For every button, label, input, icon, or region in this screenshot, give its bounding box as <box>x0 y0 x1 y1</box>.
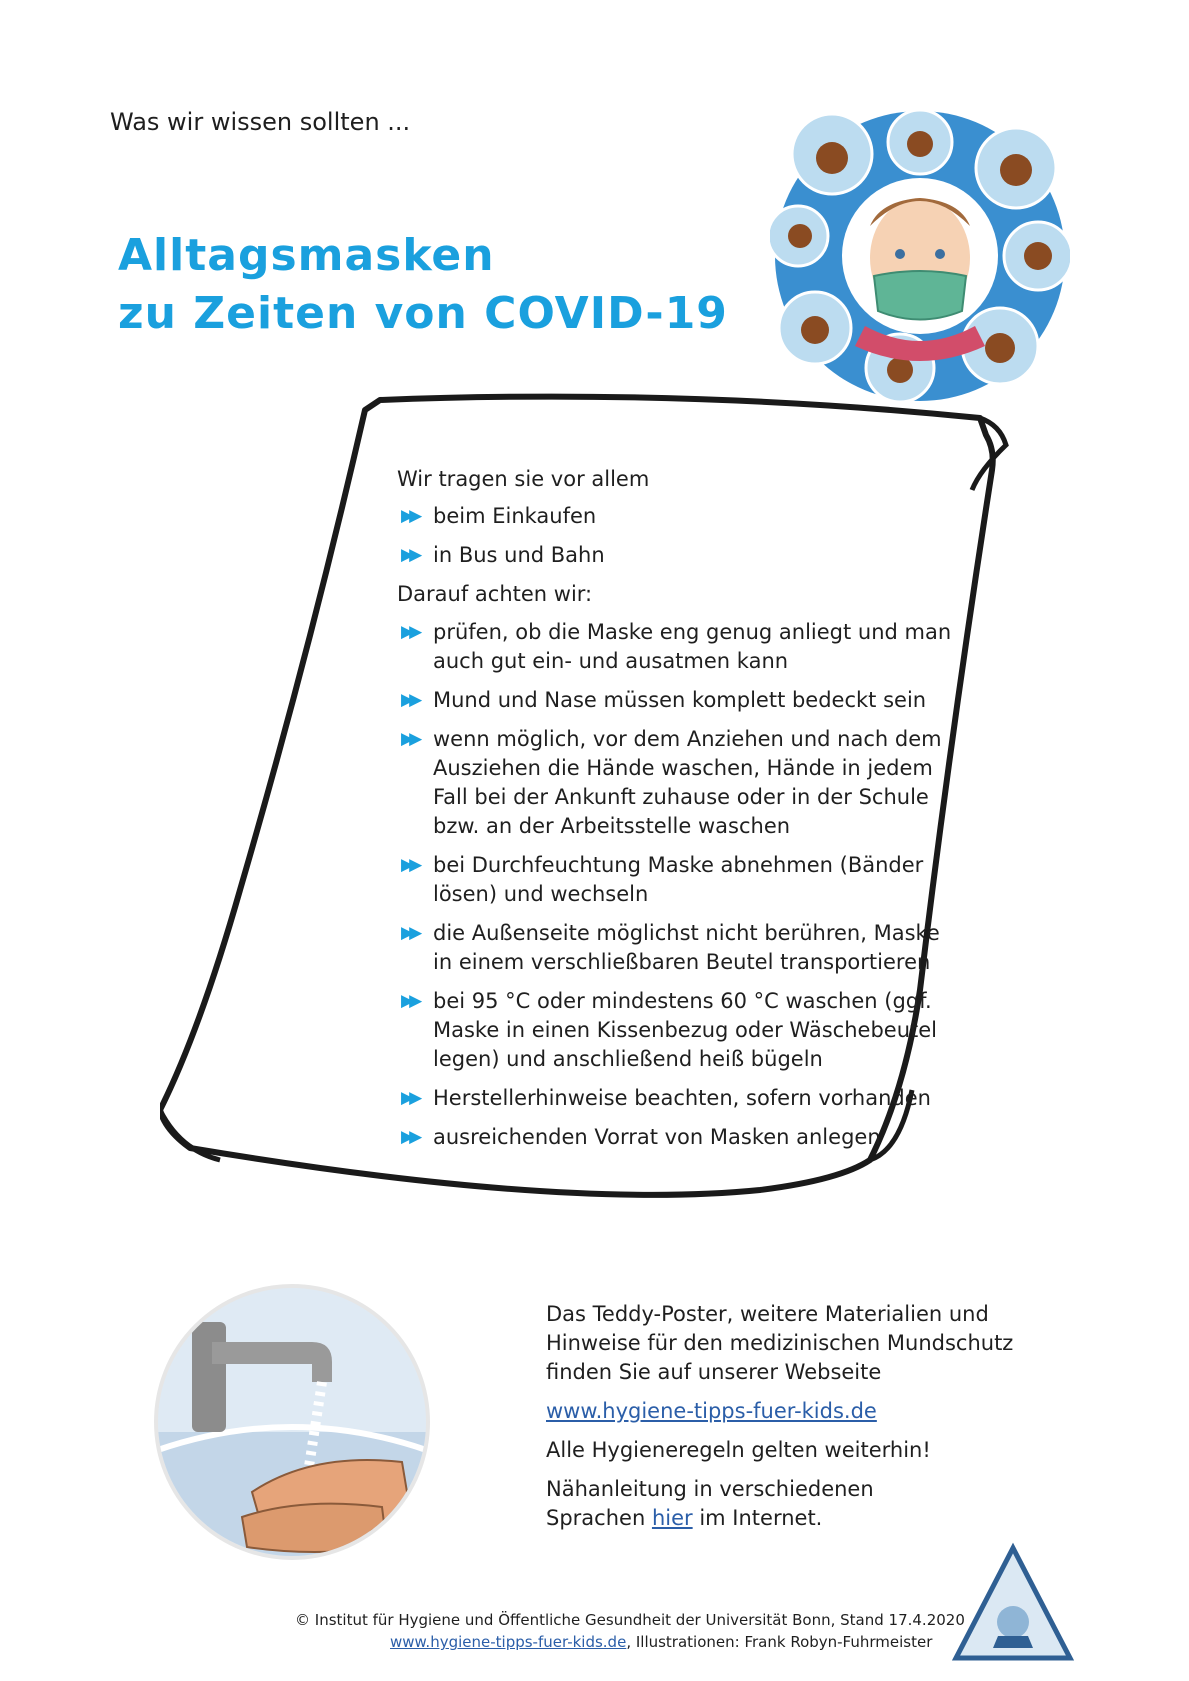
info-paragraph: Das Teddy-Poster, weitere Materialien und Hinweise für den medizinischen Mundschutz finden Sie auf unserer Webseite <box>546 1302 1014 1384</box>
double-chevron-right-icon: ▶▶ <box>401 1088 418 1108</box>
double-chevron-right-icon: ▶▶ <box>401 855 418 875</box>
list-item: ▶▶ wenn möglich, vor dem Anziehen und nach dem Ausziehen die Hände waschen, Hände in jedem Fall bei der Ankunft zuhause oder in der Schule bzw. an der Arbeitsstelle waschen <box>401 727 942 838</box>
list-item: ▶▶ bei Durchfeuchtung Maske abnehmen (Bänder lösen) und wechseln <box>401 853 924 906</box>
page-title-line-1: Alltagsmasken <box>118 230 495 281</box>
paper-intro-2: Darauf achten wir: <box>397 582 593 606</box>
list-item: ▶▶ in Bus und Bahn <box>397 541 937 570</box>
footer-website-link[interactable]: www.hygiene-tipps-fuer-kids.de <box>390 1633 627 1651</box>
double-chevron-right-icon: ▶▶ <box>401 622 418 642</box>
double-chevron-right-icon: ▶▶ <box>401 1127 418 1147</box>
list-item: ▶▶ Mund und Nase müssen komplett bedeckt sein <box>397 686 957 715</box>
double-chevron-right-icon: ▶▶ <box>401 690 418 710</box>
list-item: ▶▶ bei 95 °C oder mindestens 60 °C waschen (ggf. Maske in einen Kissenbezug oder Wäschebeutel legen) und anschließend heiß bügeln <box>401 989 937 1071</box>
double-chevron-right-icon: ▶▶ <box>401 506 418 526</box>
info-box <box>546 1300 1016 1543</box>
info-website-line <box>546 1397 1016 1426</box>
double-chevron-right-icon: ▶▶ <box>401 545 418 565</box>
list-item: ▶▶ prüfen, ob die Maske eng genug anliegt und man auch gut ein- und ausatmen kann <box>401 620 952 673</box>
teddy-child-illustration <box>770 106 1070 406</box>
website-link[interactable]: www.hygiene-tipps-fuer-kids.de <box>546 1399 877 1423</box>
list-item: ▶▶ ausreichenden Vorrat von Masken anlegen <box>397 1123 957 1152</box>
info-paragraph: Nähanleitung in verschiedenen Sprachen hier im Internet. <box>546 1477 874 1530</box>
footer-credits: www.hygiene-tipps-fuer-kids.de, Illustrationen: Frank Robyn-Fuhrmeister <box>390 1633 933 1651</box>
hygiene-tipps-logo <box>948 1540 1078 1670</box>
list-item: ▶▶ die Außenseite möglichst nicht berühren, Maske in einem verschließbaren Beutel transportieren <box>401 921 940 974</box>
paper-intro-1: Wir tragen sie vor allem <box>397 467 650 491</box>
tips-list <box>397 618 957 1152</box>
double-chevron-right-icon: ▶▶ <box>401 991 418 1011</box>
instructions-link[interactable]: hier <box>651 1506 693 1530</box>
double-chevron-right-icon: ▶▶ <box>401 729 418 749</box>
list-item: ▶▶ beim Einkaufen <box>397 502 937 531</box>
usage-list <box>397 502 937 570</box>
double-chevron-right-icon: ▶▶ <box>401 923 418 943</box>
page-title-line-2: zu Zeiten von COVID-19 <box>118 288 728 339</box>
info-paragraph: Alle Hygieneregeln gelten weiterhin! <box>546 1438 931 1462</box>
page-kicker: Was wir wissen sollten ... <box>110 108 411 136</box>
footer-copyright: © Institut für Hygiene und Öffentliche Gesundheit der Universität Bonn, Stand 17.4.2020 <box>295 1611 965 1629</box>
handwashing-illustration <box>152 1282 432 1562</box>
list-item: ▶▶ Herstellerhinweise beachten, sofern vorhanden <box>397 1084 957 1113</box>
